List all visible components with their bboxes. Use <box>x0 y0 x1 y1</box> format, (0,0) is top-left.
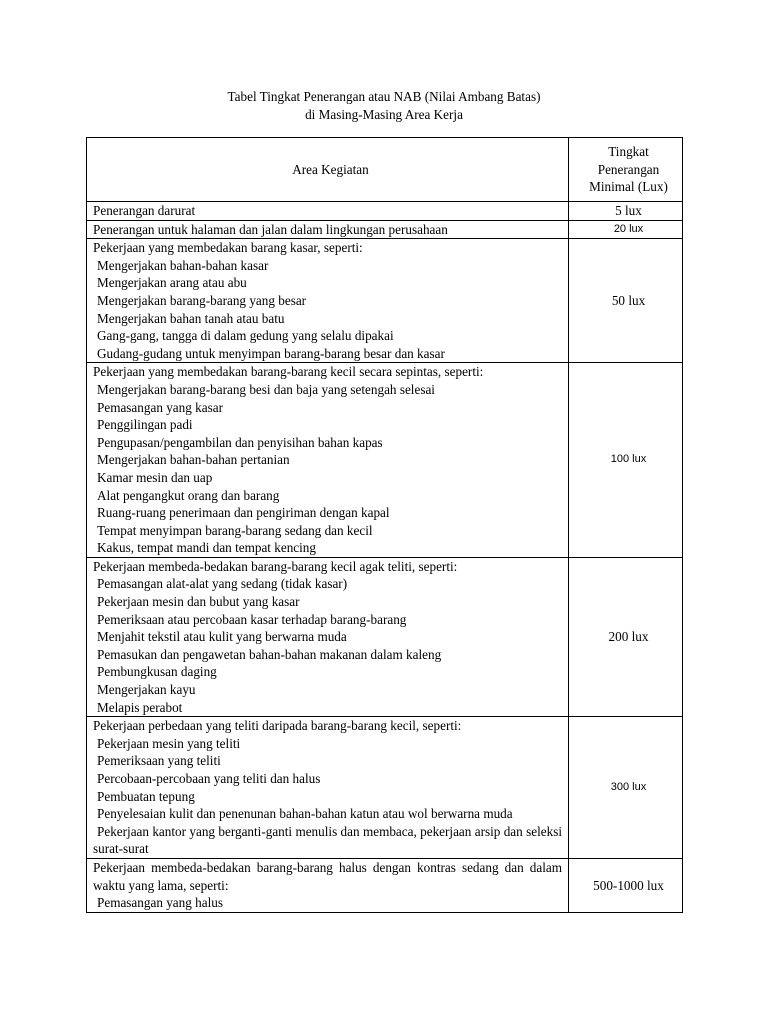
group-item: Pekerjaan kantor yang berganti-ganti menulis dan membaca, pekerjaan arsip dan seleksi surat-surat <box>93 823 562 857</box>
group-item: Penyelesaian kulit dan penenunan bahan-bahan katun atau wol berwarna muda <box>97 806 513 822</box>
group-lux: 200 lux <box>569 557 683 716</box>
header-lux <box>569 138 683 202</box>
group-heading: Pekerjaan yang membedakan barang-barang kecil secara sepintas, seperti: <box>93 364 484 380</box>
table-row <box>87 202 683 221</box>
header-lux-line-1: Tingkat <box>608 144 649 160</box>
table-row-group <box>87 557 683 716</box>
header-lux-line-2: Penerangan <box>597 161 660 177</box>
group-heading: Pekerjaan membeda-bedakan barang-barang kecil agak teliti, seperti: <box>93 558 458 574</box>
group-item: Mengerjakan barang-barang yang besar <box>97 292 307 308</box>
header-area: Area Kegiatan <box>87 138 569 202</box>
row-area: Penerangan untuk halaman dan jalan dalam lingkungan perusahaan <box>87 220 569 239</box>
group-item: Pemasangan alat-alat yang sedang (tidak kasar) <box>97 576 348 592</box>
group-area <box>87 363 569 558</box>
document-title <box>86 88 682 124</box>
group-area <box>87 239 569 363</box>
group-item: Alat pengangkut orang dan barang <box>97 487 280 503</box>
group-item: Gudang-gudang untuk menyimpan barang-barang besar dan kasar <box>97 345 445 361</box>
group-item: Mengerjakan barang-barang besi dan baja yang setengah selesai <box>97 381 435 397</box>
group-item: Kakus, tempat mandi dan tempat kencing <box>97 540 316 556</box>
group-item: Pemeriksaan yang teliti <box>97 753 221 769</box>
group-item: Pemeriksaan atau percobaan kasar terhadap barang-barang <box>97 611 407 627</box>
title-line-1: Tabel Tingkat Penerangan atau NAB (Nilai Ambang Batas) <box>227 89 541 104</box>
group-lux: 100 lux <box>569 363 683 558</box>
title-line-2: di Masing-Masing Area Kerja <box>305 107 463 122</box>
table-row-group <box>87 239 683 363</box>
nab-table <box>86 137 683 913</box>
group-item: Pengupasan/pengambilan dan penyisihan bahan kapas <box>97 434 383 450</box>
group-item: Pemasukan dan pengawetan bahan-bahan makanan dalam kaleng <box>97 646 442 662</box>
group-item: Pembuatan tepung <box>97 788 195 804</box>
table-row-group <box>87 858 683 912</box>
header-lux-line-3: Minimal (Lux) <box>589 179 668 195</box>
group-item: Mengerjakan bahan-bahan pertanian <box>97 452 290 468</box>
group-lux: 300 lux <box>569 717 683 859</box>
table-header-row <box>87 138 683 202</box>
group-item: Pekerjaan mesin dan bubut yang kasar <box>97 594 300 610</box>
group-item: Mengerjakan kayu <box>97 682 196 698</box>
group-item: Mengerjakan bahan-bahan kasar <box>97 257 269 273</box>
group-item: Ruang-ruang penerimaan dan pengiriman dengan kapal <box>97 505 390 521</box>
group-area <box>87 858 569 912</box>
group-item: Melapis perabot <box>97 699 183 715</box>
group-area <box>87 717 569 859</box>
group-item: Tempat menyimpan barang-barang sedang dan kecil <box>97 522 373 538</box>
group-heading: Pekerjaan membeda-bedakan barang-barang halus dengan kontras sedang dan dalam waktu yang lama, seperti: <box>93 859 562 893</box>
row-lux: 20 lux <box>569 220 683 239</box>
row-area: Penerangan darurat <box>87 202 569 221</box>
group-item: Mengerjakan bahan tanah atau batu <box>97 310 285 326</box>
group-item: Mengerjakan arang atau abu <box>97 275 247 291</box>
group-lux: 50 lux <box>569 239 683 363</box>
table-row <box>87 220 683 239</box>
group-heading: Pekerjaan perbedaan yang teliti daripada barang-barang kecil, seperti: <box>93 718 462 734</box>
group-item: Pemasangan yang halus <box>97 895 223 911</box>
group-item: Penggilingan padi <box>97 417 193 433</box>
group-item: Gang-gang, tangga di dalam gedung yang selalu dipakai <box>97 328 394 344</box>
group-item: Pekerjaan mesin yang teliti <box>97 735 241 751</box>
table-row-group <box>87 717 683 859</box>
group-heading: Pekerjaan yang membedakan barang kasar, seperti: <box>93 240 363 256</box>
group-item: Pemasangan yang kasar <box>97 399 223 415</box>
group-item: Percobaan-percobaan yang teliti dan halus <box>97 771 321 786</box>
group-item: Menjahit tekstil atau kulit yang berwarna muda <box>97 629 347 645</box>
group-item: Pembungkusan daging <box>97 664 217 680</box>
group-lux: 500-1000 lux <box>569 858 683 912</box>
row-lux: 5 lux <box>569 202 683 221</box>
group-area <box>87 557 569 716</box>
table-row-group <box>87 363 683 558</box>
group-item: Kamar mesin dan uap <box>97 469 213 485</box>
